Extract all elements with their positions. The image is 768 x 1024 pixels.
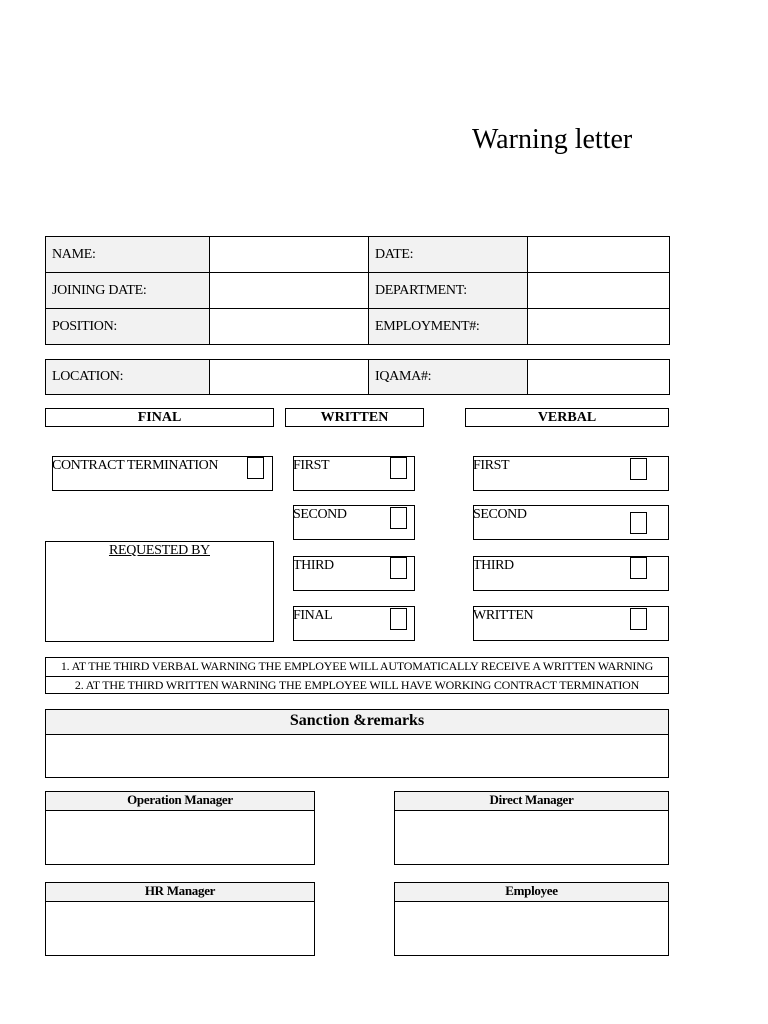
info-row xyxy=(46,237,670,273)
written-second-label: SECOND xyxy=(293,507,347,522)
requested-by-box[interactable] xyxy=(45,541,274,642)
iqama-label: IQAMA#: xyxy=(369,360,528,395)
employee-info-table xyxy=(45,236,670,345)
verbal-written-checkbox[interactable] xyxy=(630,608,647,630)
note-item: 2. AT THE THIRD WRITTEN WARNING THE EMPLOYEE WILL HAVE WORKING CONTRACT TERMINATION xyxy=(46,676,668,694)
employee-box[interactable] xyxy=(394,882,669,956)
verbal-first-option[interactable] xyxy=(473,456,669,491)
hr-manager-box[interactable] xyxy=(45,882,315,956)
verbal-third-checkbox[interactable] xyxy=(630,557,647,579)
department-field[interactable] xyxy=(528,273,670,309)
direct-manager-title: Direct Manager xyxy=(395,792,668,811)
info-row xyxy=(46,273,670,309)
date-label: DATE: xyxy=(369,237,528,273)
name-label: NAME: xyxy=(46,237,210,273)
location-label: LOCATION: xyxy=(46,360,210,395)
location-table xyxy=(45,359,670,395)
sanction-remarks-title: Sanction &remarks xyxy=(46,710,668,735)
written-final-checkbox[interactable] xyxy=(390,608,407,630)
sanction-remarks-box[interactable] xyxy=(45,709,669,778)
contract-termination-checkbox[interactable] xyxy=(247,457,264,479)
note-item: 1. AT THE THIRD VERBAL WARNING THE EMPLOYEE WILL AUTOMATICALLY RECEIVE A WRITTEN WARNING xyxy=(60,659,654,673)
written-second-option[interactable] xyxy=(293,505,415,540)
info-row xyxy=(46,309,670,345)
hr-manager-title: HR Manager xyxy=(46,883,314,902)
iqama-field[interactable] xyxy=(528,360,670,395)
verbal-third-label: THIRD xyxy=(473,558,514,573)
employment-number-label: EMPLOYMENT#: xyxy=(369,309,528,345)
info-row xyxy=(46,360,670,395)
verbal-written-label: WRITTEN xyxy=(473,608,534,623)
written-second-checkbox[interactable] xyxy=(390,507,407,529)
written-third-option[interactable] xyxy=(293,556,415,591)
final-header: FINAL xyxy=(45,408,274,427)
operation-manager-title: Operation Manager xyxy=(46,792,314,811)
contract-termination-option[interactable] xyxy=(52,456,273,491)
employee-title: Employee xyxy=(395,883,668,902)
notes-box xyxy=(45,657,669,694)
written-final-label: FINAL xyxy=(293,608,333,623)
page-title: Warning letter xyxy=(472,124,633,155)
position-label: POSITION: xyxy=(46,309,210,345)
verbal-written-option[interactable] xyxy=(473,606,669,641)
operation-manager-box[interactable] xyxy=(45,791,315,865)
verbal-second-checkbox[interactable] xyxy=(630,512,647,534)
department-label: DEPARTMENT: xyxy=(369,273,528,309)
written-final-option[interactable] xyxy=(293,606,415,641)
requested-by-label: REQUESTED BY xyxy=(108,543,210,558)
written-first-checkbox[interactable] xyxy=(390,457,407,479)
written-third-checkbox[interactable] xyxy=(390,557,407,579)
verbal-header: VERBAL xyxy=(465,408,669,427)
written-first-label: FIRST xyxy=(293,458,330,473)
joining-date-field[interactable] xyxy=(210,273,369,309)
verbal-first-checkbox[interactable] xyxy=(630,458,647,480)
contract-termination-label: CONTRACT TERMINATION xyxy=(52,458,219,473)
employment-number-field[interactable] xyxy=(528,309,670,345)
direct-manager-box[interactable] xyxy=(394,791,669,865)
written-third-label: THIRD xyxy=(293,558,334,573)
date-field[interactable] xyxy=(528,237,670,273)
verbal-second-option[interactable] xyxy=(473,505,669,540)
written-header: WRITTEN xyxy=(285,408,424,427)
joining-date-label: JOINING DATE: xyxy=(46,273,210,309)
name-field[interactable] xyxy=(210,237,369,273)
position-field[interactable] xyxy=(210,309,369,345)
written-first-option[interactable] xyxy=(293,456,415,491)
location-field[interactable] xyxy=(210,360,369,395)
verbal-third-option[interactable] xyxy=(473,556,669,591)
verbal-first-label: FIRST xyxy=(473,458,510,473)
verbal-second-label: SECOND xyxy=(473,507,527,522)
